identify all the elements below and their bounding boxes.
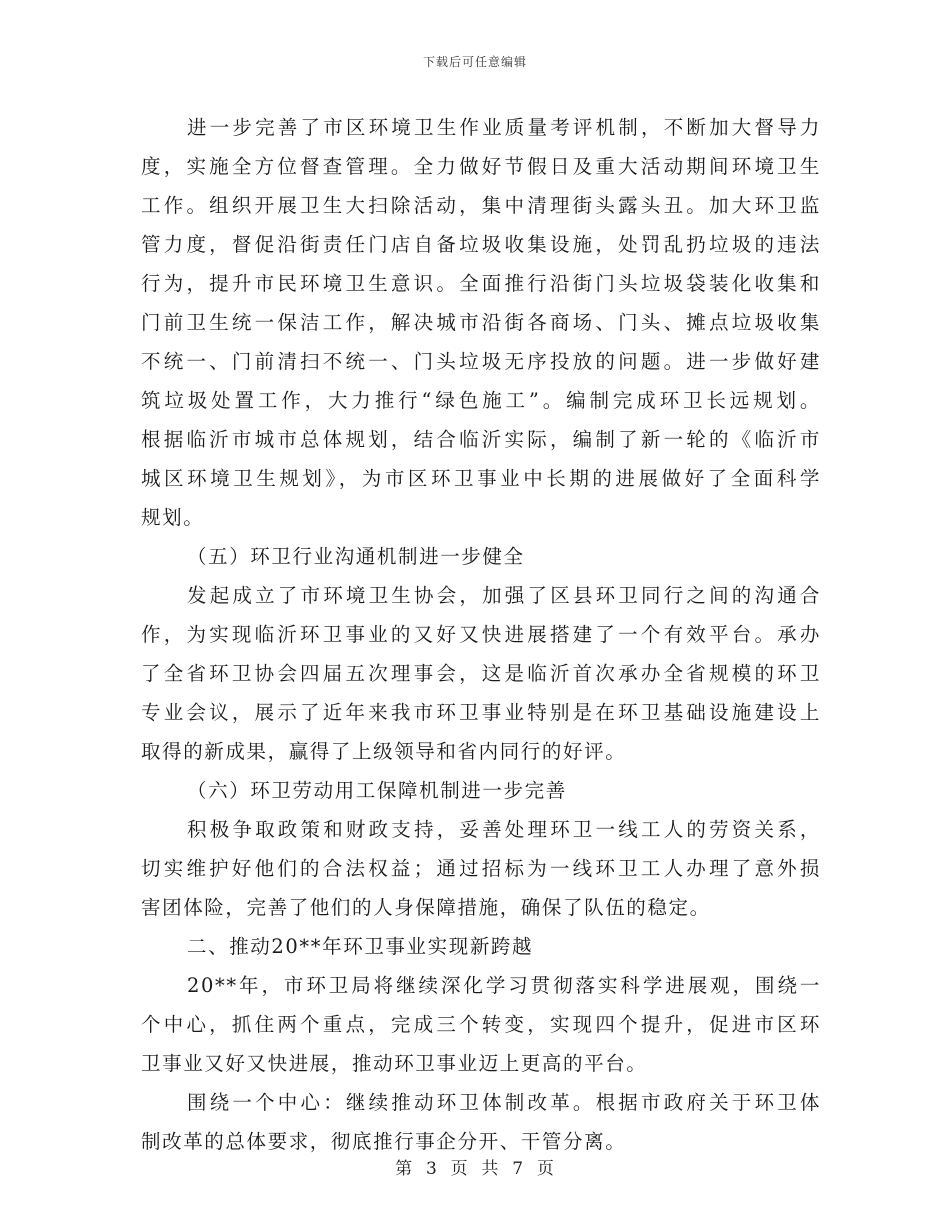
paragraph-line: 取得的新成果，赢得了上级领导和省内同行的好评。 xyxy=(141,740,627,763)
section-heading: 二、推动20**年环卫事业实现新跨越 xyxy=(187,935,534,958)
paragraph-line: 积极争取政策和财政支持，妥善处理环卫一线工人的劳资关系， xyxy=(187,818,821,841)
paragraph-line: 20**年，市环卫局将继续深化学习贯彻落实科学进展观，围绕一 xyxy=(187,974,821,997)
paragraph-line: 发起成立了市环境卫生协会，加强了区县环卫同行之间的沟通合 xyxy=(187,584,821,607)
paragraph-line: 个中心，抓住两个重点，完成三个转变，实现四个提升，促进市区环 xyxy=(141,1013,821,1036)
paragraph-line: 卫事业又好又快进展，推动环卫事业迈上更高的平台。 xyxy=(141,1052,648,1075)
paragraph-line: 进一步完善了市区环境卫生作业质量考评机制，不断加大督导力 xyxy=(187,116,821,139)
paragraph-line: 度，实施全方位督查管理。全力做好节假日及重大活动期间环境卫生 xyxy=(141,155,821,178)
paragraph-line: 城区环境卫生规划》，为市区环卫事业中长期的进展做好了全面科学 xyxy=(141,467,821,490)
paragraph-line: 行为，提升市民环境卫生意识。全面推行沿街门头垃圾袋装化收集和 xyxy=(141,272,821,295)
paragraph-line: 筑垃圾处置工作，大力推行“绿色施工”。编制完成环卫长远规划。 xyxy=(141,389,821,412)
paragraph-line: 制改革的总体要求，彻底推行事企分开、干管分离。 xyxy=(141,1130,627,1153)
page-number: 第 3 页 共 7 页 xyxy=(395,1159,555,1179)
paragraph-line: 门前卫生统一保洁工作，解决城市沿街各商场、门头、摊点垃圾收集 xyxy=(141,311,821,334)
page-header: 下载后可任意编辑 xyxy=(422,55,527,69)
paragraph-line: 规划。 xyxy=(141,506,205,529)
paragraph-line: 不统一、门前清扫不统一、门头垃圾无序投放的问题。进一步做好建 xyxy=(141,350,821,373)
section-heading: （五）环卫行业沟通机制进一步健全 xyxy=(187,545,525,568)
paragraph-line: 工作。组织开展卫生大扫除活动，集中清理街头露头丑。加大环卫监 xyxy=(141,194,821,217)
paragraph-line: 专业会议，展示了近年来我市环卫事业特别是在环卫基础设施建设上 xyxy=(141,701,821,724)
paragraph-line: 管力度，督促沿街责任门店自备垃圾收集设施，处罚乱扔垃圾的违法 xyxy=(141,233,821,256)
paragraph-line: 作，为实现临沂环卫事业的又好又快进展搭建了一个有效平台。承办 xyxy=(141,623,821,646)
section-heading: （六）环卫劳动用工保障机制进一步完善 xyxy=(187,779,567,802)
paragraph-line: 切实维护好他们的合法权益；通过招标为一线环卫工人办理了意外损 xyxy=(141,857,821,880)
paragraph-line: 了全省环卫协会四届五次理事会，这是临沂首次承办全省规模的环卫 xyxy=(141,662,821,685)
paragraph-line: 根据临沂市城市总体规划，结合临沂实际，编制了新一轮的《临沂市 xyxy=(141,428,821,451)
paragraph-line: 围绕一个中心：继续推动环卫体制改革。根据市政府关于环卫体 xyxy=(187,1091,821,1114)
document-body xyxy=(141,108,821,1161)
paragraph-line: 害团体险，完善了他们的人身保障措施，确保了队伍的稳定。 xyxy=(141,896,711,919)
